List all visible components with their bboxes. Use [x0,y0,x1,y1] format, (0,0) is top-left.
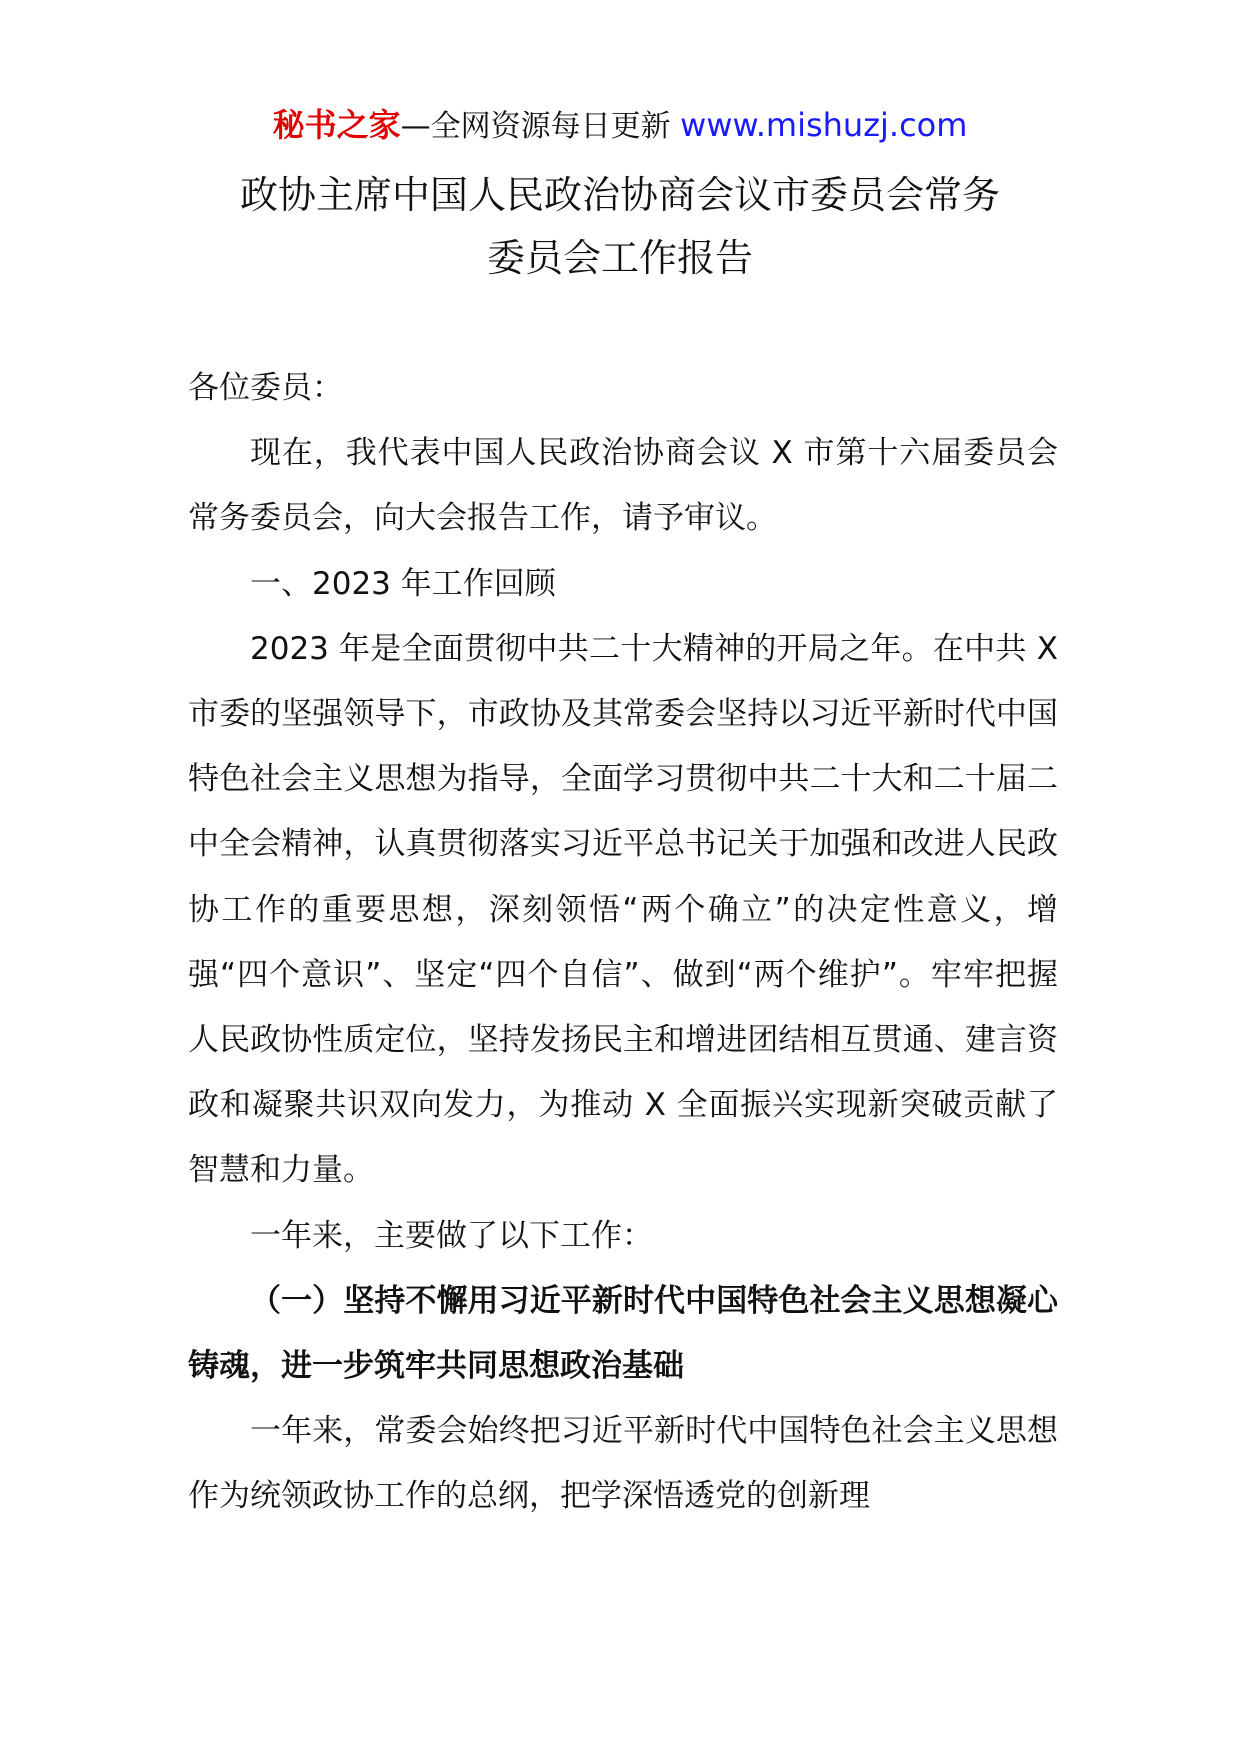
paragraph-intro: 现在，我代表中国人民政治协商会议 X 市第十六届委员会常务委员会，向大会报告工作，请予审议。 [188,435,1058,537]
watermark-header [0,98,1240,154]
title-line-1: 政协主席中国人民政治协商会议市委员会常务 [239,173,1000,217]
website-link[interactable]: www.mishuzj.com [680,106,968,144]
header-slogan: —全网资源每日更新 [400,109,681,144]
section-heading-review: 一、2023 年工作回顾 [250,565,556,602]
paragraph-overview: 2023 年是全面贯彻中共二十大精神的开局之年。在中共 X 市委的坚强领导下，市政协及其常委会坚持以习近平新时代中国特色社会主义思想为指导，全面学习贯彻中共二十大和二十届二中全会精神，认真贯彻落实习近平总书记关于加强和改进人民政协工作的重要思想，深刻领悟“两个确立”的决定性意义，增强“四个意识”、坚定“四个自信”、做到“两个维护”。牢牢把握人民政协性质定位，坚持发扬民主和增进团结相互贯通、建言资政和凝聚共识双向发力，为推动 X 全面振兴实现新突破贡献了智慧和力量。 [188,630,1058,1189]
document-title [0,164,1240,290]
paragraph-committee: 一年来，常委会始终把习近平新时代中国特色社会主义思想作为统领政协工作的总纲，把学深悟透党的创新理 [188,1413,1058,1515]
salutation: 各位委员： [188,370,343,406]
brand-name: 秘书之家 [272,106,401,144]
subheading-one: （一）坚持不懈用习近平新时代中国特色社会主义思想凝心铸魂，进一步筑牢共同思想政治基础 [188,1282,1058,1385]
title-line-2: 委员会工作报告 [486,236,753,280]
paragraph-work-intro: 一年来，主要做了以下工作： [250,1217,653,1254]
document-body [188,356,1058,1530]
